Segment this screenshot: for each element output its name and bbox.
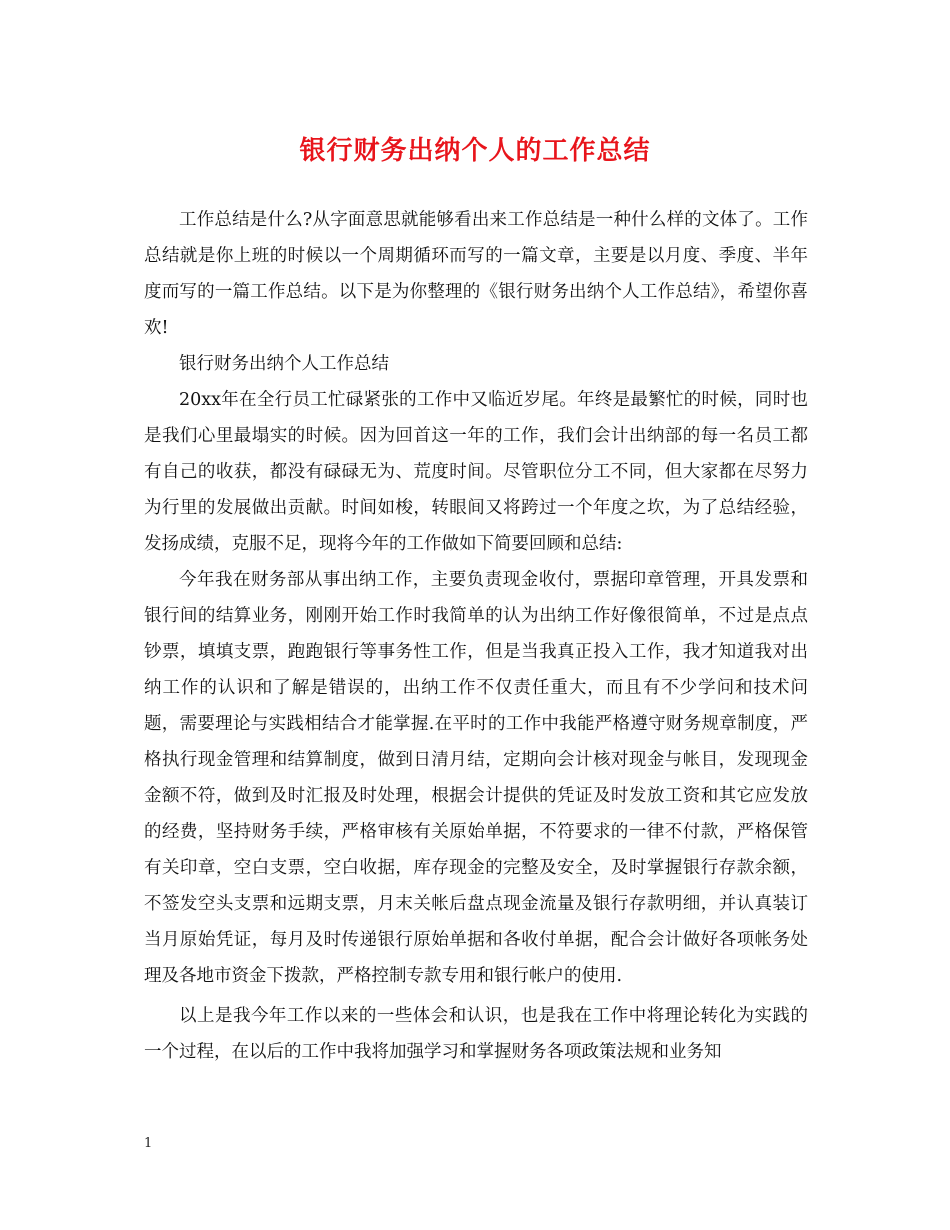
intro-paragraph: 工作总结是什么?从字面意思就能够看出来工作总结是一种什么样的文体了。工作总结就是你上班的时候以一个周期循环而写的一篇文章，主要是以月度、季度、半年度而写的一篇工作总结。以下是为你整理的《银行财务出纳个人工作总结》，希望你喜欢! <box>144 210 808 338</box>
section-heading: 银行财务出纳个人工作总结 <box>179 354 389 374</box>
body-paragraph-2: 今年我在财务部从事出纳工作，主要负责现金收付，票据印章管理，开具发票和银行间的结算业务，刚刚开始工作时我简单的认为出纳工作好像很简单，不过是点点钞票，填填支票，跑跑银行等事务性工作，但是当我真正投入工作，我才知道我对出纳工作的认识和了解是错误的，出纳工作不仅责任重大，而且有不少学问和技术问题，需要理论与实践相结合才能掌握.在平时的工作中我能严格遵守财务规章制度，严格执行现金管理和结算制度，做到日清月结，定期向会计核对现金与帐目，发现现金金额不符，做到及时汇报及时处理，根据会计提供的凭证及时发放工资和其它应发放的经费，坚持财务手续，严格审核有关原始单据，不符要求的一律不付款，严格保管有关印章，空白支票，空白收据，库存现金的完整及安全，及时掌握银行存款余额，不签发空头支票和远期支票，月末关帐后盘点现金流量及银行存款明细，并认真装订当月原始凭证，每月及时传递银行原始单据和各收付单据，配合会计做好各项帐务处理及各地市资金下拨款，严格控制专款专用和银行帐户的使用. <box>144 570 808 986</box>
body-paragraph-3: 以上是我今年工作以来的一些体会和认识，也是我在工作中将理论转化为实践的一个过程，在以后的工作中我将加强学习和掌握财务各项政策法规和业务知 <box>144 1006 808 1062</box>
page-number: 1 <box>144 1136 153 1151</box>
body-paragraph-1: 20xx年在全行员工忙碌紧张的工作中又临近岁尾。年终是最繁忙的时候，同时也是我们心里最塌实的时候。因为回首这一年的工作，我们会计出纳部的每一名员工都有自己的收获，都没有碌碌无为、荒度时间。尽管职位分工不同，但大家都在尽努力为行里的发展做出贡献。时间如梭，转眼间又将跨过一个年度之坎，为了总结经验，发扬成绩，克服不足，现将今年的工作做如下简要回顾和总结: <box>144 390 808 554</box>
document-title: 银行财务出纳个人的工作总结 <box>299 136 651 166</box>
document-body <box>144 202 808 1070</box>
